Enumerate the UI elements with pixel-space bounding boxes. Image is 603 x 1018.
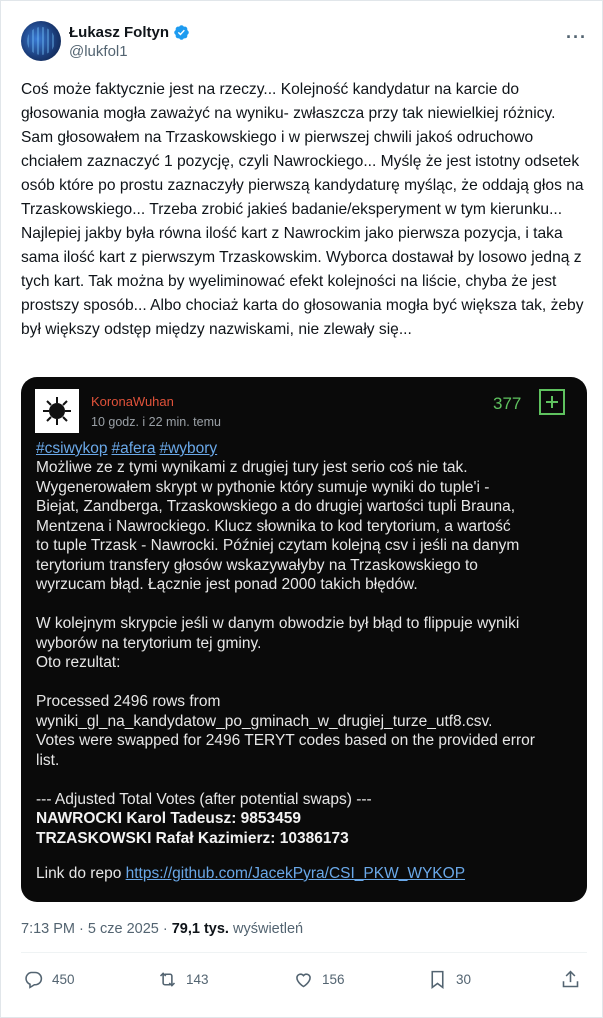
embedded-body-line: Wygenerowałem skrypt w pythonie który sumuje wyniki do tuple'i - — [36, 478, 490, 496]
views-count: 79,1 tys. — [171, 921, 229, 937]
result-nawrocki: NAWROCKI Karol Tadeusz: 9853459 — [36, 810, 302, 827]
embedded-body-line: Biejat, Zandberga, Trzaskowskiego a do drugiej wartości tupli Brauna, — [36, 498, 516, 515]
heart-icon — [293, 969, 314, 990]
reply-icon — [23, 969, 44, 990]
bookmark-icon — [427, 969, 448, 990]
more-options-icon[interactable]: ··· — [566, 27, 587, 47]
author-handle[interactable]: @lukfol1 — [69, 43, 128, 60]
share-icon — [560, 969, 581, 990]
like-count: 156 — [322, 972, 345, 987]
embedded-body-line: terytorium transfery głosów wskazywałyby na Trzaskowskiego to — [36, 556, 478, 574]
embedded-image[interactable] — [21, 377, 587, 902]
korona-logo-icon — [35, 389, 79, 433]
tag-afera: #afera — [111, 440, 156, 457]
embedded-body-line: Możliwe ze z tymi wynikami z drugiej tury jest serio coś nie tak. — [36, 459, 468, 476]
repost-count: 143 — [186, 972, 209, 987]
embedded-body-line: Mentzena i Nawrockiego. Klucz słownika to kod terytorium, a wartość — [36, 517, 511, 535]
embedded-score: 377 — [493, 394, 522, 413]
verified-badge-icon — [173, 24, 190, 41]
author-name[interactable]: Łukasz Foltyn — [69, 24, 170, 41]
tag-csiwykop: #csiwykop — [36, 440, 108, 457]
share-button[interactable] — [560, 969, 589, 990]
author-block — [69, 23, 190, 61]
embedded-body-line: Processed 2496 rows from — [36, 693, 221, 710]
post-text: Coś może faktycznie jest na rzeczy... Kolejność kandydatur na karcie do głosowania mogła zaważyć na wyniku- zwłaszcza przy tak niewielkiej różnicy. Sam głosowałem na Trzaskowskiego i w pierwszej chwili jakoś odruchowo chciałem zaznaczyć 1 pozycję, czyli Nawrockiego... Myślę że jest istotny odsetek osób które po prostu zaznaczyły pierwszą kandydaturę myśląc, że oddają głos na Trzaskowskiego... Trzeba zrobić jakieś badanie/eksperyment w tym kierunku... Najlepiej jakby była równa ilość kart z Nawrockim jako pierwsza pozycja, i taka sama ilość kart z pierwszym Trzaskowskim. Wyborca dostawał by losowo jedną z tych kart. Tak można by wyeliminować efekt kolejności na liście, chyba że jest prostszy sposób... Albo chociaż karta do głosowania mogła być większa tak, żeby był większy odstęp między nazwiskami, nie zlewały się... — [21, 81, 584, 338]
action-bar — [23, 969, 583, 993]
avatar[interactable] — [21, 21, 61, 61]
reply-count: 450 — [52, 972, 75, 987]
divider — [21, 952, 587, 953]
reply-button[interactable] — [23, 969, 75, 990]
bookmark-button[interactable] — [427, 969, 471, 990]
embedded-time: 10 godz. i 22 min. temu — [91, 415, 221, 429]
embedded-body — [36, 458, 576, 848]
plus-icon — [539, 389, 565, 415]
post-meta — [21, 921, 303, 937]
repo-link[interactable]: https://github.com/JacekPyra/CSI_PKW_WYKOP — [125, 865, 466, 882]
embedded-body-line: W kolejnym skrypcie jeśli w danym obwodzie był błąd to flippuje wyniki — [36, 615, 520, 632]
repo-link-row — [36, 865, 465, 883]
embedded-body-line: wyniki_gl_na_kandydatow_po_gminach_w_drugiej_turze_utf8.csv. — [36, 712, 493, 730]
repost-icon — [157, 969, 178, 990]
tag-wybory: #wybory — [159, 440, 218, 457]
views-label: wyświetleń — [228, 921, 304, 937]
embedded-tags — [36, 439, 221, 458]
embedded-body-line: to tuple Trzask - Nawrocki. Później czytam kolejną csv i jeśli na danym — [36, 537, 520, 554]
embedded-body-line: wyrzucam błąd. Łącznie jest ponad 2000 takich błędów. — [36, 576, 418, 593]
embedded-body-line: wyborów na terytorium tej gminy. — [36, 634, 262, 652]
author-name-row[interactable] — [69, 23, 190, 42]
embedded-body-line: --- Adjusted Total Votes (after potential swaps) --- — [36, 790, 372, 808]
result-trzaskowski: TRZASKOWSKI Rafał Kazimierz: 10386173 — [36, 829, 349, 847]
post-header — [21, 21, 587, 65]
embedded-body-line: Oto rezultat: — [36, 654, 121, 671]
embedded-author: KoronaWuhan — [91, 394, 174, 409]
embedded-body-line: Votes were swapped for 2496 TERYT codes based on the provided error — [36, 732, 535, 749]
repo-link-prefix: Link do repo — [36, 865, 126, 882]
repost-button[interactable] — [157, 969, 209, 990]
post-time[interactable]: 7:13 PM · 5 cze 2025 · — [21, 921, 172, 937]
like-button[interactable] — [293, 969, 345, 990]
bookmark-count: 30 — [456, 972, 472, 987]
embedded-body-line: list. — [36, 751, 60, 769]
